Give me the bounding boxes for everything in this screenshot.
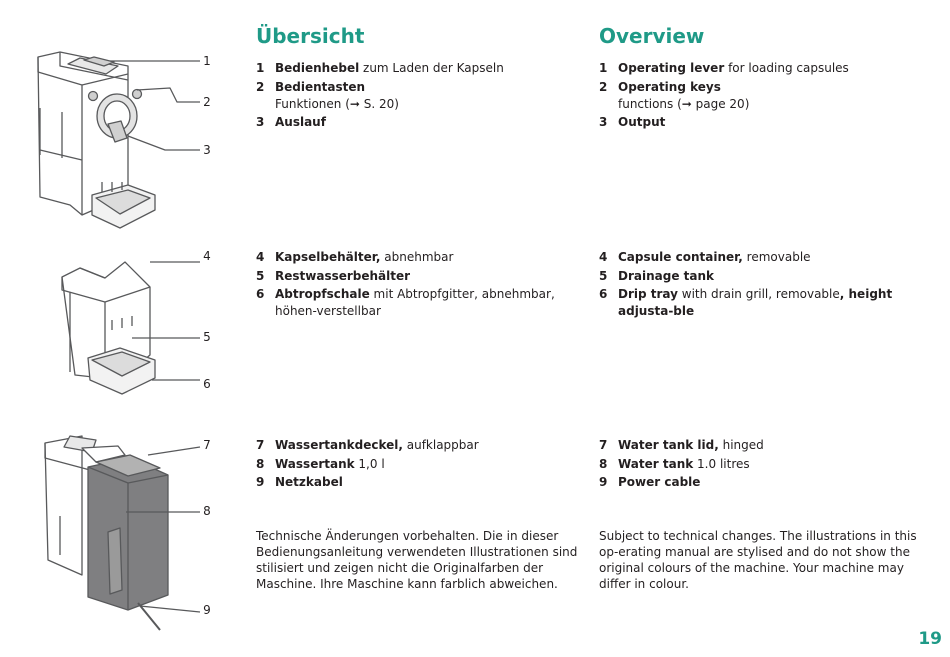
callout-5: 5: [203, 330, 211, 344]
item-number: 7: [256, 438, 265, 452]
item-desc: mit Abtropfgitter, abnehmbar, höhen-verstellbar: [275, 287, 555, 318]
list-item: [256, 268, 571, 285]
item-desc: hinged: [718, 438, 764, 452]
item-desc: removable: [742, 250, 811, 264]
list-item: [256, 79, 576, 113]
item-number: 1: [256, 61, 265, 75]
list-en-group1: [599, 60, 919, 133]
item-title: Bedientasten: [275, 79, 366, 94]
item-title: Wassertank: [275, 456, 355, 471]
water-tank-illustration: [45, 436, 200, 630]
item-number: 8: [256, 456, 265, 471]
callout-1: 1: [203, 54, 211, 68]
list-en-group3: [599, 437, 919, 493]
list-item: [599, 249, 914, 266]
item-desc: for loading capsules: [724, 61, 849, 75]
callout-3: 3: [203, 143, 211, 157]
item-number: 4: [599, 250, 608, 264]
item-desc: aufklappbar: [402, 438, 479, 452]
capsule-container-illustration: [62, 262, 200, 394]
item-number: 6: [599, 287, 608, 301]
item-subline: functions (➞ page 20): [618, 96, 750, 111]
note-en: Subject to technical changes. The illustrations in this op-erating manual are stylised and do not show the original colours of the machine. Your machine may differ in colour.: [599, 529, 917, 591]
heading-de: Übersicht: [256, 24, 365, 48]
callout-4: 4: [203, 249, 211, 263]
callout-7: 7: [203, 438, 211, 452]
list-item: [599, 114, 919, 131]
item-number: 5: [599, 268, 608, 283]
item-title: Drainage tank: [618, 268, 714, 283]
list-item: [599, 437, 919, 454]
item-number: 2: [599, 79, 608, 94]
list-item: [256, 249, 571, 266]
item-title: Abtropfschale: [275, 287, 370, 301]
item-number: 3: [256, 115, 265, 129]
item-title: Water tank lid,: [618, 438, 719, 452]
item-desc: zum Laden der Kapseln: [359, 61, 504, 75]
callout-9: 9: [203, 603, 211, 617]
item-title: Auslauf: [275, 115, 326, 129]
item-title: Capsule container,: [618, 250, 743, 264]
item-number: 4: [256, 250, 265, 264]
item-number: 8: [599, 456, 608, 471]
item-title: Wassertankdeckel,: [275, 438, 403, 452]
list-de-group1: [256, 60, 576, 133]
list-item: [256, 474, 576, 491]
item-number: 9: [256, 475, 265, 489]
list-item: [256, 456, 576, 473]
item-subline: Funktionen (➞ S. 20): [275, 96, 399, 111]
item-title-extra: , height adjusta-ble: [618, 287, 893, 318]
item-number: 9: [599, 475, 608, 489]
item-title: Output: [618, 115, 666, 129]
item-title: Power cable: [618, 475, 701, 489]
list-item: [599, 268, 914, 285]
item-title: Drip tray: [618, 287, 678, 301]
list-item: [599, 286, 914, 320]
list-de-group3: [256, 437, 576, 493]
item-title: Bedienhebel: [275, 61, 360, 75]
item-title: Restwasserbehälter: [275, 268, 411, 283]
note-de: Technische Änderungen vorbehalten. Die in dieser Bedienungsanleitung verwendeten Illustrationen sind stilisiert und zeigen nicht die Originalfarben der Maschine. Ihre Maschine kann farblich abweichen.: [256, 529, 578, 591]
item-number: 2: [256, 79, 265, 94]
heading-en: Overview: [599, 24, 705, 48]
list-item: [256, 286, 571, 320]
list-item: [599, 60, 919, 77]
list-item: [599, 474, 919, 491]
item-title: Operating lever: [618, 61, 725, 75]
item-number: 6: [256, 287, 265, 301]
item-desc: 1.0 litres: [693, 456, 750, 471]
page-number: 19: [918, 629, 942, 649]
item-number: 7: [599, 438, 608, 452]
item-desc: 1,0 l: [354, 456, 385, 471]
callout-8: 8: [203, 504, 211, 518]
item-title: Kapselbehälter,: [275, 250, 381, 264]
callout-6: 6: [203, 377, 211, 391]
item-number: 5: [256, 268, 265, 283]
machine-front-illustration: [38, 52, 200, 228]
list-item: [599, 79, 919, 113]
item-desc: with drain grill, removable: [677, 287, 840, 301]
list-item: [256, 437, 576, 454]
list-item: [256, 114, 576, 131]
list-item: [599, 456, 919, 473]
item-title: Operating keys: [618, 79, 721, 94]
list-item: [256, 60, 576, 77]
callout-2: 2: [203, 95, 211, 109]
item-title: Netzkabel: [275, 475, 343, 489]
item-number: 3: [599, 115, 608, 129]
item-title: Water tank: [618, 456, 694, 471]
item-desc: abnehmbar: [380, 250, 454, 264]
list-de-group2: [256, 249, 571, 322]
list-en-group2: [599, 249, 914, 322]
item-number: 1: [599, 61, 608, 75]
